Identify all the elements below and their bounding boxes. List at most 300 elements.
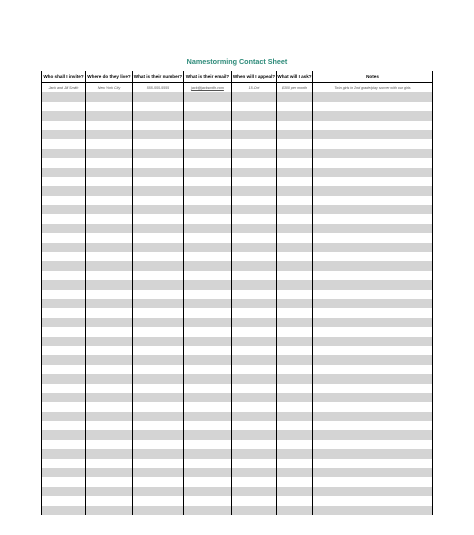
empty-cell[interactable] [277,121,313,130]
empty-cell[interactable] [184,196,232,205]
empty-cell[interactable] [133,261,184,270]
empty-cell[interactable] [133,233,184,242]
empty-cell[interactable] [133,430,184,439]
empty-cell[interactable] [86,374,133,383]
empty-cell[interactable] [86,318,133,327]
empty-cell[interactable] [133,214,184,223]
empty-cell[interactable] [313,205,433,214]
empty-cell[interactable] [86,327,133,336]
empty-cell[interactable] [86,214,133,223]
empty-cell[interactable] [42,243,86,252]
empty-cell[interactable] [277,337,313,346]
empty-cell[interactable] [184,477,232,486]
empty-cell[interactable] [313,506,433,515]
empty-cell[interactable] [86,290,133,299]
empty-cell[interactable] [184,468,232,477]
empty-cell[interactable] [86,271,133,280]
empty-cell[interactable] [232,196,277,205]
empty-cell[interactable] [42,186,86,195]
empty-cell[interactable] [277,186,313,195]
empty-cell[interactable] [313,365,433,374]
empty-cell[interactable] [277,430,313,439]
empty-cell[interactable] [313,130,433,139]
empty-cell[interactable] [133,271,184,280]
empty-cell[interactable] [232,459,277,468]
empty-cell[interactable] [313,327,433,336]
empty-cell[interactable] [277,477,313,486]
empty-cell[interactable] [277,412,313,421]
empty-cell[interactable] [313,233,433,242]
empty-cell[interactable] [313,374,433,383]
empty-cell[interactable] [133,449,184,458]
empty-cell[interactable] [232,393,277,402]
empty-cell[interactable] [313,290,433,299]
empty-cell[interactable] [313,318,433,327]
empty-cell[interactable] [133,327,184,336]
empty-cell[interactable] [86,177,133,186]
empty-cell[interactable] [232,365,277,374]
empty-cell[interactable] [313,177,433,186]
empty-cell[interactable] [184,346,232,355]
empty-cell[interactable] [277,261,313,270]
empty-cell[interactable] [232,158,277,167]
empty-cell[interactable] [277,506,313,515]
empty-cell[interactable] [277,271,313,280]
empty-cell[interactable] [313,252,433,261]
empty-cell[interactable] [133,496,184,505]
empty-cell[interactable] [277,487,313,496]
empty-cell[interactable] [86,280,133,289]
empty-cell[interactable] [86,355,133,364]
empty-cell[interactable] [277,384,313,393]
empty-cell[interactable] [184,327,232,336]
empty-cell[interactable] [184,168,232,177]
empty-cell[interactable] [184,318,232,327]
empty-cell[interactable] [277,205,313,214]
empty-cell[interactable] [313,299,433,308]
empty-cell[interactable] [184,158,232,167]
empty-cell[interactable] [42,430,86,439]
empty-cell[interactable] [184,224,232,233]
column-header-ask[interactable]: What will I ask? [277,71,313,83]
empty-cell[interactable] [277,139,313,148]
empty-cell[interactable] [313,111,433,120]
empty-cell[interactable] [184,337,232,346]
empty-cell[interactable] [232,92,277,101]
empty-cell[interactable] [86,92,133,101]
empty-cell[interactable] [184,92,232,101]
empty-cell[interactable] [232,111,277,120]
empty-cell[interactable] [232,243,277,252]
empty-cell[interactable] [232,346,277,355]
column-header-email[interactable]: What is their email? [184,71,232,83]
empty-cell[interactable] [277,496,313,505]
empty-cell[interactable] [232,421,277,430]
empty-cell[interactable] [133,130,184,139]
empty-cell[interactable] [42,196,86,205]
empty-cell[interactable] [184,421,232,430]
empty-cell[interactable] [86,487,133,496]
empty-cell[interactable] [184,111,232,120]
empty-cell[interactable] [232,224,277,233]
empty-cell[interactable] [133,468,184,477]
empty-cell[interactable] [184,506,232,515]
empty-cell[interactable] [184,121,232,130]
empty-cell[interactable] [86,139,133,148]
empty-cell[interactable] [277,149,313,158]
empty-cell[interactable] [86,477,133,486]
empty-cell[interactable] [133,149,184,158]
empty-cell[interactable] [42,290,86,299]
empty-cell[interactable] [184,308,232,317]
empty-cell[interactable] [42,468,86,477]
empty-cell[interactable] [42,280,86,289]
empty-cell[interactable] [42,139,86,148]
empty-cell[interactable] [86,496,133,505]
empty-cell[interactable] [42,177,86,186]
empty-cell[interactable] [277,252,313,261]
empty-cell[interactable] [86,205,133,214]
empty-cell[interactable] [42,121,86,130]
empty-cell[interactable] [133,487,184,496]
empty-cell[interactable] [184,149,232,158]
empty-cell[interactable] [133,177,184,186]
empty-cell[interactable] [42,459,86,468]
empty-cell[interactable] [86,299,133,308]
column-header-number[interactable]: What is their number? [133,71,184,83]
empty-cell[interactable] [313,459,433,468]
empty-cell[interactable] [184,449,232,458]
empty-cell[interactable] [232,102,277,111]
empty-cell[interactable] [277,196,313,205]
empty-cell[interactable] [42,393,86,402]
empty-cell[interactable] [42,271,86,280]
empty-cell[interactable] [277,177,313,186]
empty-cell[interactable] [86,261,133,270]
empty-cell[interactable] [277,233,313,242]
empty-cell[interactable] [313,477,433,486]
empty-cell[interactable] [86,308,133,317]
empty-cell[interactable] [42,365,86,374]
empty-cell[interactable] [313,346,433,355]
empty-cell[interactable] [277,449,313,458]
empty-cell[interactable] [133,477,184,486]
empty-cell[interactable] [42,261,86,270]
cell-number[interactable]: 555-555-5555 [133,83,184,93]
empty-cell[interactable] [313,158,433,167]
empty-cell[interactable] [86,384,133,393]
column-header-location[interactable]: Where do they live? [86,71,133,83]
empty-cell[interactable] [277,168,313,177]
empty-cell[interactable] [313,430,433,439]
empty-cell[interactable] [313,224,433,233]
empty-cell[interactable] [313,149,433,158]
empty-cell[interactable] [86,111,133,120]
empty-cell[interactable] [184,252,232,261]
empty-cell[interactable] [277,421,313,430]
empty-cell[interactable] [277,243,313,252]
empty-cell[interactable] [277,393,313,402]
empty-cell[interactable] [184,459,232,468]
empty-cell[interactable] [277,346,313,355]
empty-cell[interactable] [133,459,184,468]
empty-cell[interactable] [42,477,86,486]
empty-cell[interactable] [86,233,133,242]
empty-cell[interactable] [277,327,313,336]
empty-cell[interactable] [184,355,232,364]
empty-cell[interactable] [133,252,184,261]
empty-cell[interactable] [86,102,133,111]
empty-cell[interactable] [313,468,433,477]
empty-cell[interactable] [42,506,86,515]
empty-cell[interactable] [277,299,313,308]
empty-cell[interactable] [184,365,232,374]
empty-cell[interactable] [232,355,277,364]
empty-cell[interactable] [232,186,277,195]
empty-cell[interactable] [232,271,277,280]
empty-cell[interactable] [184,496,232,505]
empty-cell[interactable] [184,440,232,449]
empty-cell[interactable] [184,280,232,289]
empty-cell[interactable] [86,346,133,355]
empty-cell[interactable] [313,412,433,421]
empty-cell[interactable] [232,308,277,317]
cell-ask[interactable]: $300 per month [277,83,313,93]
empty-cell[interactable] [86,149,133,158]
empty-cell[interactable] [133,337,184,346]
empty-cell[interactable] [133,139,184,148]
empty-cell[interactable] [42,440,86,449]
empty-cell[interactable] [313,355,433,364]
empty-cell[interactable] [42,299,86,308]
empty-cell[interactable] [313,421,433,430]
empty-cell[interactable] [86,412,133,421]
empty-cell[interactable] [42,92,86,101]
empty-cell[interactable] [133,355,184,364]
empty-cell[interactable] [133,299,184,308]
empty-cell[interactable] [42,318,86,327]
empty-cell[interactable] [184,102,232,111]
empty-cell[interactable] [277,308,313,317]
empty-cell[interactable] [313,243,433,252]
empty-cell[interactable] [133,92,184,101]
empty-cell[interactable] [232,261,277,270]
empty-cell[interactable] [232,318,277,327]
empty-cell[interactable] [42,384,86,393]
empty-cell[interactable] [313,214,433,223]
empty-cell[interactable] [232,205,277,214]
empty-cell[interactable] [313,271,433,280]
empty-cell[interactable] [313,440,433,449]
empty-cell[interactable] [86,430,133,439]
empty-cell[interactable] [313,487,433,496]
empty-cell[interactable] [232,487,277,496]
empty-cell[interactable] [133,121,184,130]
empty-cell[interactable] [277,224,313,233]
empty-cell[interactable] [133,440,184,449]
empty-cell[interactable] [277,355,313,364]
empty-cell[interactable] [42,374,86,383]
empty-cell[interactable] [232,384,277,393]
empty-cell[interactable] [277,130,313,139]
empty-cell[interactable] [313,196,433,205]
empty-cell[interactable] [133,506,184,515]
column-header-invite[interactable]: Who shall I invite? [42,71,86,83]
empty-cell[interactable] [42,402,86,411]
empty-cell[interactable] [86,506,133,515]
empty-cell[interactable] [184,271,232,280]
empty-cell[interactable] [277,468,313,477]
empty-cell[interactable] [42,205,86,214]
empty-cell[interactable] [42,421,86,430]
empty-cell[interactable] [313,308,433,317]
empty-cell[interactable] [133,243,184,252]
empty-cell[interactable] [184,290,232,299]
empty-cell[interactable] [86,402,133,411]
empty-cell[interactable] [42,130,86,139]
empty-cell[interactable] [133,205,184,214]
empty-cell[interactable] [313,92,433,101]
empty-cell[interactable] [133,280,184,289]
empty-cell[interactable] [42,355,86,364]
empty-cell[interactable] [133,158,184,167]
empty-cell[interactable] [42,168,86,177]
empty-cell[interactable] [133,374,184,383]
empty-cell[interactable] [232,121,277,130]
empty-cell[interactable] [313,139,433,148]
empty-cell[interactable] [133,318,184,327]
empty-cell[interactable] [86,365,133,374]
empty-cell[interactable] [232,440,277,449]
empty-cell[interactable] [184,299,232,308]
empty-cell[interactable] [313,186,433,195]
empty-cell[interactable] [313,261,433,270]
empty-cell[interactable] [232,168,277,177]
empty-cell[interactable] [86,449,133,458]
empty-cell[interactable] [232,130,277,139]
empty-cell[interactable] [277,92,313,101]
empty-cell[interactable] [42,102,86,111]
empty-cell[interactable] [42,337,86,346]
empty-cell[interactable] [277,440,313,449]
empty-cell[interactable] [232,327,277,336]
empty-cell[interactable] [184,186,232,195]
cell-invite[interactable]: Jack and Jill Smith [42,83,86,93]
empty-cell[interactable] [184,214,232,223]
empty-cell[interactable] [232,337,277,346]
empty-cell[interactable] [232,477,277,486]
empty-cell[interactable] [277,102,313,111]
empty-cell[interactable] [42,111,86,120]
empty-cell[interactable] [86,243,133,252]
empty-cell[interactable] [86,393,133,402]
empty-cell[interactable] [313,102,433,111]
empty-cell[interactable] [184,130,232,139]
empty-cell[interactable] [232,468,277,477]
empty-cell[interactable] [42,487,86,496]
empty-cell[interactable] [133,346,184,355]
empty-cell[interactable] [277,402,313,411]
empty-cell[interactable] [184,487,232,496]
empty-cell[interactable] [313,280,433,289]
empty-cell[interactable] [232,449,277,458]
empty-cell[interactable] [133,402,184,411]
empty-cell[interactable] [232,374,277,383]
empty-cell[interactable] [133,102,184,111]
empty-cell[interactable] [313,496,433,505]
empty-cell[interactable] [133,196,184,205]
empty-cell[interactable] [232,430,277,439]
empty-cell[interactable] [133,168,184,177]
empty-cell[interactable] [42,149,86,158]
empty-cell[interactable] [133,111,184,120]
empty-cell[interactable] [184,177,232,186]
empty-cell[interactable] [42,214,86,223]
empty-cell[interactable] [277,374,313,383]
empty-cell[interactable] [133,412,184,421]
empty-cell[interactable] [232,290,277,299]
empty-cell[interactable] [86,186,133,195]
empty-cell[interactable] [232,506,277,515]
empty-cell[interactable] [232,280,277,289]
empty-cell[interactable] [184,412,232,421]
empty-cell[interactable] [133,384,184,393]
empty-cell[interactable] [86,459,133,468]
empty-cell[interactable] [184,374,232,383]
empty-cell[interactable] [184,139,232,148]
empty-cell[interactable] [184,243,232,252]
empty-cell[interactable] [313,384,433,393]
empty-cell[interactable] [232,496,277,505]
empty-cell[interactable] [277,158,313,167]
empty-cell[interactable] [184,205,232,214]
empty-cell[interactable] [86,337,133,346]
empty-cell[interactable] [232,214,277,223]
empty-cell[interactable] [42,308,86,317]
empty-cell[interactable] [86,421,133,430]
empty-cell[interactable] [313,121,433,130]
column-header-appeal[interactable]: When will I appeal? [232,71,277,83]
empty-cell[interactable] [277,214,313,223]
empty-cell[interactable] [313,337,433,346]
empty-cell[interactable] [184,233,232,242]
empty-cell[interactable] [184,393,232,402]
empty-cell[interactable] [313,449,433,458]
empty-cell[interactable] [184,402,232,411]
empty-cell[interactable] [42,252,86,261]
empty-cell[interactable] [277,290,313,299]
empty-cell[interactable] [86,252,133,261]
empty-cell[interactable] [133,224,184,233]
empty-cell[interactable] [232,177,277,186]
empty-cell[interactable] [42,233,86,242]
empty-cell[interactable] [232,233,277,242]
empty-cell[interactable] [232,149,277,158]
cell-email[interactable]: jack@jacksmith.com [184,83,232,93]
empty-cell[interactable] [133,393,184,402]
empty-cell[interactable] [313,168,433,177]
empty-cell[interactable] [86,130,133,139]
empty-cell[interactable] [133,290,184,299]
empty-cell[interactable] [277,318,313,327]
empty-cell[interactable] [232,412,277,421]
cell-location[interactable]: New York City [86,83,133,93]
empty-cell[interactable] [42,412,86,421]
empty-cell[interactable] [184,430,232,439]
cell-notes[interactable]: Twin girls in 2nd grade/play soccer with our girls [313,83,433,93]
empty-cell[interactable] [313,402,433,411]
empty-cell[interactable] [232,299,277,308]
